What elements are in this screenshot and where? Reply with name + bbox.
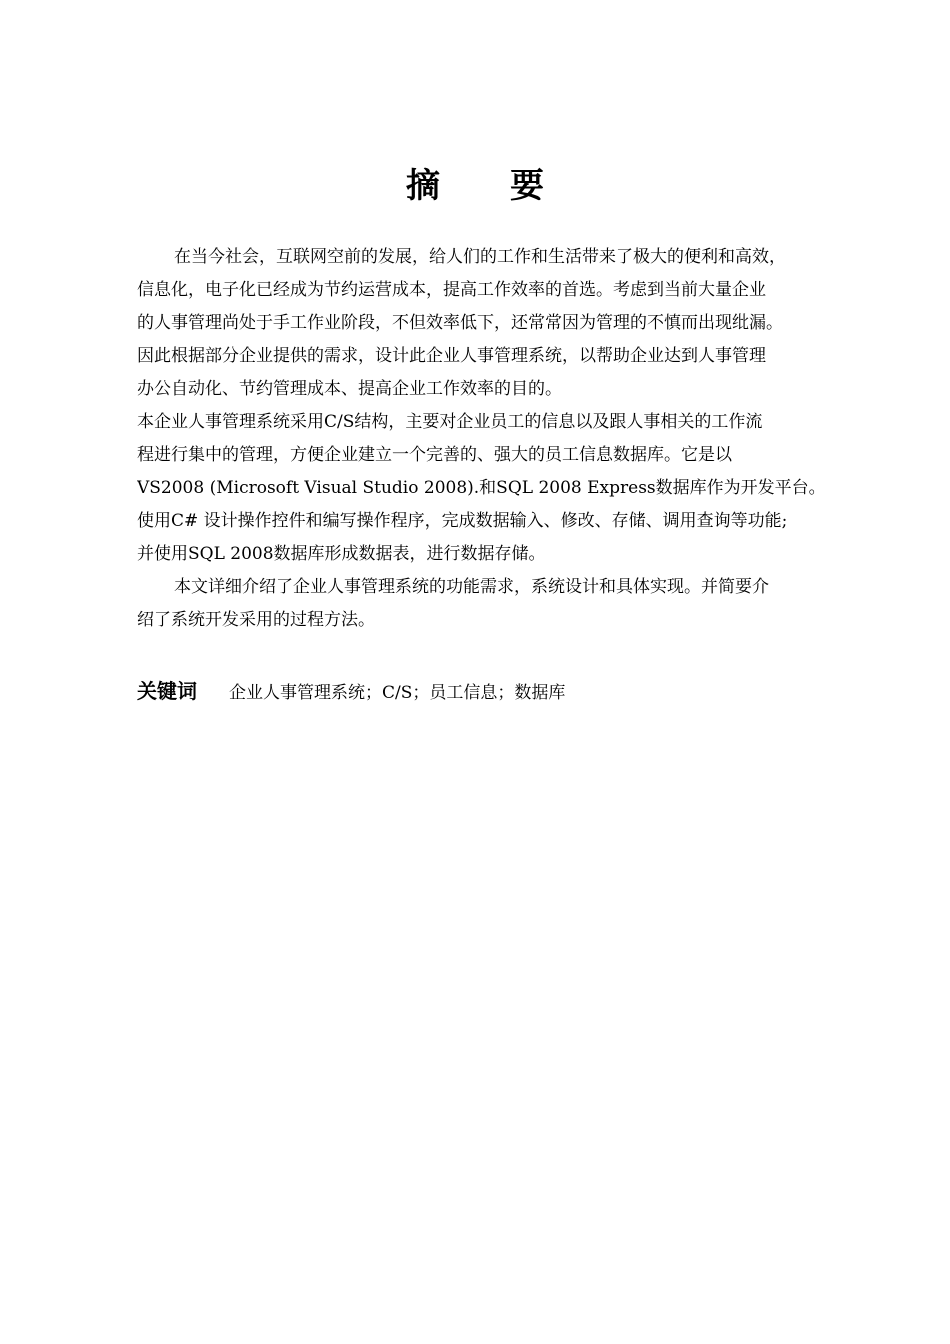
abstract-line-10: 并使用SQL 2008数据库形成数据表，进行数据存储。 [137, 544, 546, 564]
abstract-line-8: VS2008 (Microsoft Visual Studio 2008).和SQL 2008 Express数据库作为开发平台。 [137, 478, 826, 498]
abstract-title [0, 164, 950, 208]
abstract-line-11: 本文详细介绍了企业人事管理系统的功能需求，系统设计和具体实现。并简要介 [174, 577, 769, 597]
abstract-line-1: 在当今社会，互联网空前的发展，给人们的工作和生活带来了极大的便利和高效， [174, 247, 786, 267]
abstract-line-4: 因此根据部分企业提供的需求，设计此企业人事管理系统，以帮助企业达到人事管理 [137, 346, 766, 366]
keywords-label: 关键词 [137, 679, 197, 703]
abstract-line-7: 程进行集中的管理，方便企业建立一个完善的、强大的员工信息数据库。它是以 [137, 445, 732, 465]
abstract-line-2: 信息化，电子化已经成为节约运营成本，提高工作效率的首选。考虑到当前大量企业 [137, 280, 766, 300]
abstract-body [137, 241, 872, 637]
abstract-title-char-2: 要 [510, 166, 544, 206]
abstract-line-3: 的人事管理尚处于手工作业阶段，不但效率低下，还常常因为管理的不慎而出现纰漏。 [137, 313, 783, 333]
keywords-row [137, 674, 872, 708]
keywords-value: 企业人事管理系统；C/S；员工信息；数据库 [229, 683, 566, 703]
abstract-line-9: 使用C# 设计操作控件和编写操作程序，完成数据输入、修改、存储、调用查询等功能; [137, 511, 788, 531]
abstract-line-5: 办公自动化、节约管理成本、提高企业工作效率的目的。 [137, 379, 562, 399]
abstract-line-6: 本企业人事管理系统采用C/S结构，主要对企业员工的信息以及跟人事相关的工作流 [137, 412, 763, 432]
abstract-line-12: 绍了系统开发采用的过程方法。 [137, 610, 375, 630]
abstract-title-char-1: 摘 [406, 166, 440, 206]
